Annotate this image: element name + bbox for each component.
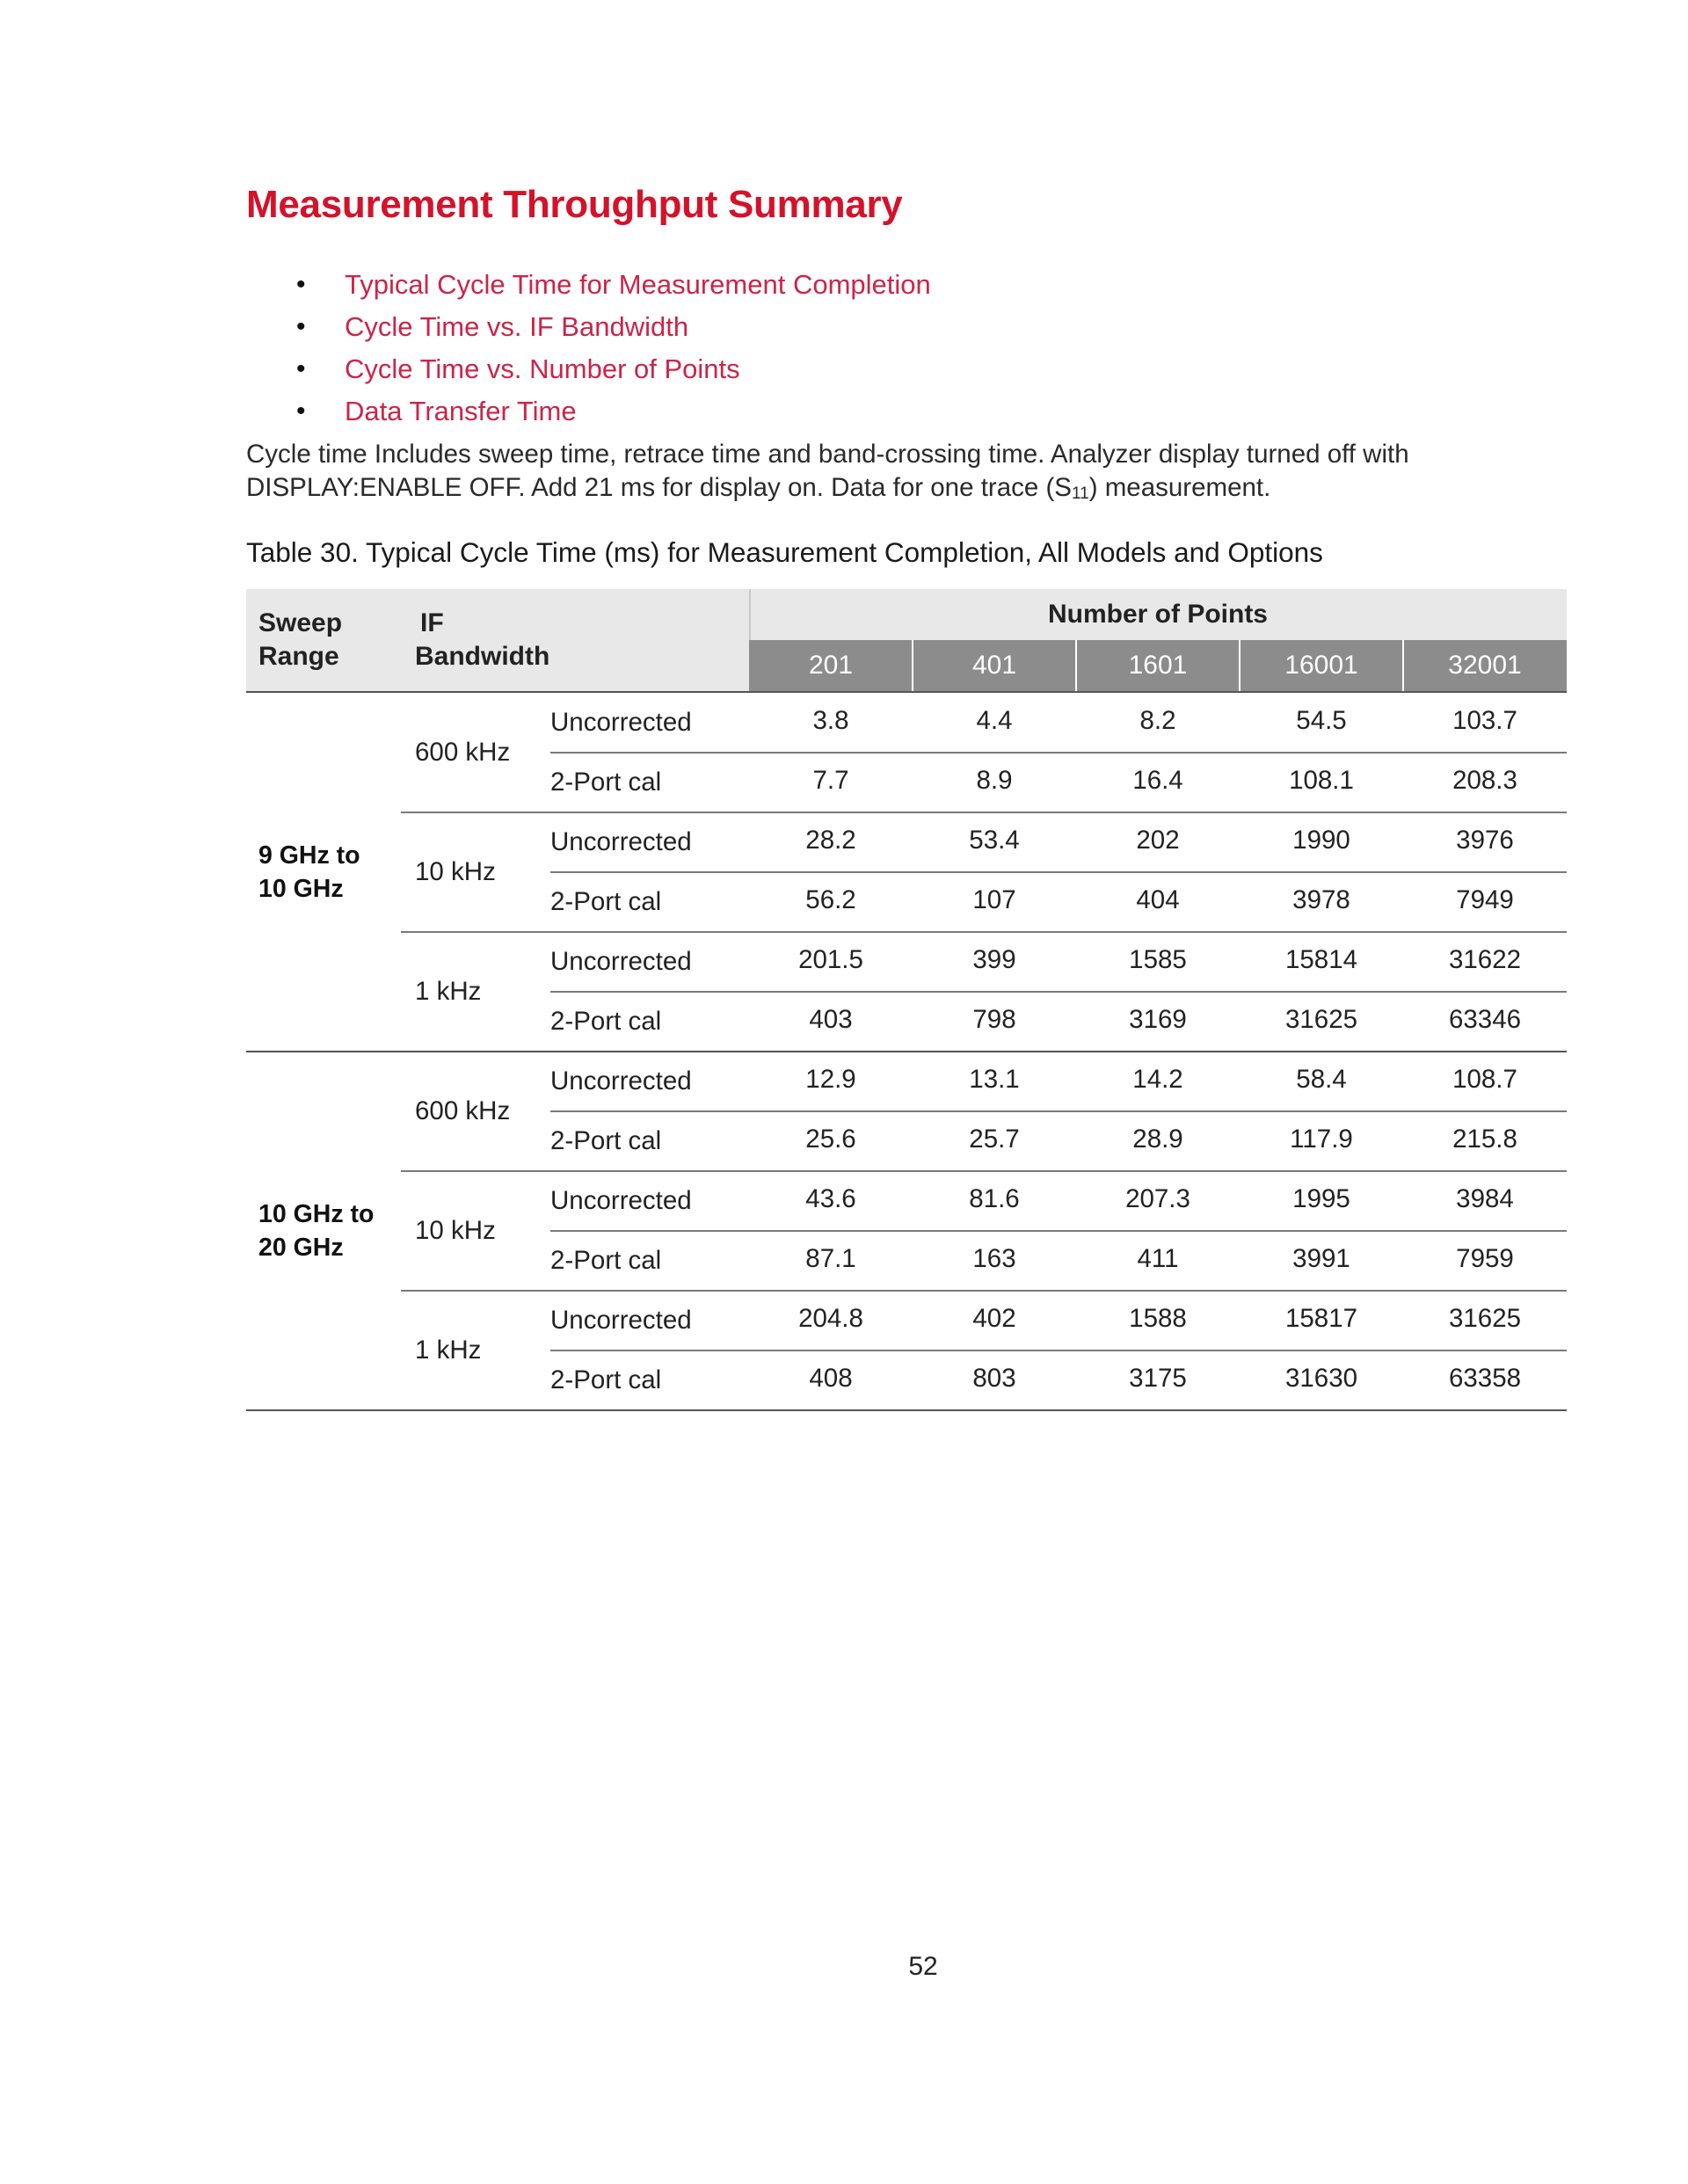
- table-cell-value: 28.2: [805, 826, 856, 855]
- table-cell-value: 81.6: [969, 1184, 1020, 1213]
- header-sweep-line-1: Sweep: [258, 608, 343, 637]
- header-number-of-points: Number of Points: [1047, 600, 1268, 629]
- header-divider: [749, 589, 751, 640]
- correction-mode-label: Uncorrected: [550, 1186, 692, 1215]
- table-cell-value: 63358: [1448, 1364, 1522, 1393]
- correction-mode-label: 2-Port cal: [550, 768, 662, 797]
- if-bandwidth-label: 1 kHz: [415, 977, 482, 1006]
- header-sweep-range: [258, 607, 399, 673]
- table-cell-value: 411: [1137, 1244, 1179, 1273]
- header-points-201: 201: [749, 640, 913, 691]
- toc-list: [246, 264, 931, 433]
- table-cell-value: 53.4: [969, 826, 1020, 855]
- sweep-range-sweep-line1: 10 GHz to: [258, 1200, 375, 1228]
- toc-link-data-transfer-time[interactable]: Data Transfer Time: [345, 396, 577, 426]
- sweep-range-label: [258, 693, 399, 1052]
- table-cell-value: 204.8: [798, 1304, 863, 1333]
- cycle-time-table: [246, 589, 1567, 1410]
- table-cell-value: 1588: [1129, 1304, 1187, 1333]
- page-number: 52: [908, 1952, 938, 1981]
- header-sweep-line-2: Range: [258, 642, 339, 671]
- correction-mode-label: 2-Port cal: [550, 887, 662, 916]
- correction-mode-label: 2-Port cal: [550, 1007, 662, 1036]
- correction-mode-label: Uncorrected: [550, 947, 692, 976]
- table-cell-value: 4.4: [976, 706, 1013, 735]
- sweep-range-sweep-line2: 20 GHz: [258, 1234, 344, 1262]
- table-cell-value: 117.9: [1290, 1125, 1353, 1154]
- toc-link-typical-cycle-time[interactable]: Typical Cycle Time for Measurement Completion: [345, 269, 931, 300]
- table-cell-value: 25.6: [805, 1125, 856, 1154]
- table-cell-value: 3984: [1456, 1184, 1514, 1213]
- table-cell-value: 207.3: [1125, 1184, 1190, 1213]
- correction-mode-label: Uncorrected: [550, 1306, 692, 1335]
- toc-item: [246, 348, 931, 390]
- table-caption: Table 30. Typical Cycle Time (ms) for Measurement Completion, All Models and Options: [246, 536, 1323, 568]
- table-cell-value: 3978: [1292, 885, 1350, 914]
- correction-mode-label: Uncorrected: [550, 827, 692, 856]
- points-separator: [1239, 640, 1241, 691]
- header-points-32001: 32001: [1403, 640, 1567, 691]
- table-cell-value: 1990: [1292, 826, 1350, 855]
- table-cell-value: 108.7: [1452, 1065, 1517, 1094]
- table-cell-value: 408: [809, 1364, 853, 1393]
- if-bandwidth-label: 10 kHz: [415, 1216, 496, 1245]
- table-cell-value: 1995: [1292, 1184, 1350, 1213]
- page-title: Measurement Throughput Summary: [246, 183, 903, 226]
- table-cell-value: 163: [972, 1244, 1016, 1273]
- toc-link-cycle-time-vs-if-bandwidth[interactable]: Cycle Time vs. IF Bandwidth: [345, 311, 689, 342]
- table-cell-value: 399: [972, 945, 1016, 974]
- bullet-icon: •: [296, 397, 306, 426]
- table-cell-value: 201.5: [798, 945, 863, 974]
- table-cell-value: 8.2: [1139, 706, 1176, 735]
- bullet-icon: •: [296, 270, 306, 299]
- if-bandwidth-label: 600 kHz: [415, 738, 511, 767]
- sweep-range-label: [258, 1052, 399, 1410]
- header-if-line-2: Bandwidth: [415, 642, 550, 671]
- correction-mode-label: Uncorrected: [550, 708, 692, 737]
- table-cell-value: 402: [972, 1304, 1016, 1333]
- table-cell-value: 28.9: [1132, 1125, 1183, 1154]
- bullet-icon: •: [296, 312, 306, 341]
- if-bandwidth-label: 1 kHz: [415, 1336, 482, 1365]
- table-cell-value: 54.5: [1296, 706, 1347, 735]
- table-cell-value: 3991: [1292, 1244, 1350, 1273]
- intro-line-1: Cycle time Includes sweep time, retrace time and band-crossing time. Analyzer display turned off with: [246, 440, 1409, 469]
- table-cell-value: 25.7: [969, 1125, 1020, 1154]
- table-cell-value: 108.1: [1289, 766, 1354, 795]
- bullet-icon: •: [296, 354, 306, 383]
- table-cell-value: 403: [809, 1005, 853, 1034]
- table-cell-value: 14.2: [1132, 1065, 1183, 1094]
- table-cell-value: 12.9: [805, 1065, 856, 1094]
- table-cell-value: 215.8: [1452, 1125, 1517, 1154]
- intro-line-2-post: ) measurement.: [1088, 473, 1271, 502]
- table-cell-value: 798: [972, 1005, 1016, 1034]
- table-cell-value: 803: [972, 1364, 1016, 1393]
- toc-link-cycle-time-vs-points[interactable]: Cycle Time vs. Number of Points: [345, 353, 740, 384]
- group-rule: [246, 1409, 1567, 1411]
- table-cell-value: 103.7: [1452, 706, 1517, 735]
- table-cell-value: 87.1: [805, 1244, 856, 1273]
- intro-line-2-pre: DISPLAY:ENABLE OFF. Add 21 ms for display on. Data for one trace (S: [246, 473, 1072, 502]
- correction-mode-label: 2-Port cal: [550, 1126, 662, 1155]
- points-separator: [912, 640, 913, 691]
- points-separator: [1075, 640, 1077, 691]
- table-cell-value: 58.4: [1296, 1065, 1347, 1094]
- table-cell-value: 208.3: [1452, 766, 1517, 795]
- table-cell-value: 3976: [1456, 826, 1514, 855]
- if-bandwidth-label: 600 kHz: [415, 1096, 511, 1125]
- correction-mode-label: 2-Port cal: [550, 1365, 662, 1394]
- correction-mode-label: 2-Port cal: [550, 1246, 662, 1275]
- table-cell-value: 8.9: [976, 766, 1013, 795]
- table-cell-value: 3169: [1129, 1005, 1187, 1034]
- table-cell-value: 202: [1136, 826, 1180, 855]
- table-cell-value: 63346: [1448, 1005, 1522, 1034]
- toc-item: [246, 264, 931, 306]
- table-cell-value: 31622: [1448, 945, 1522, 974]
- table-cell-value: 7959: [1456, 1244, 1514, 1273]
- points-separator: [1402, 640, 1404, 691]
- toc-item: [246, 306, 931, 348]
- table-cell-value: 15817: [1284, 1304, 1358, 1333]
- table-cell-value: 107: [972, 885, 1016, 914]
- table-cell-value: 56.2: [805, 885, 856, 914]
- table-cell-value: 15814: [1284, 945, 1358, 974]
- table-cell-value: 7949: [1456, 885, 1514, 914]
- table-cell-value: 31630: [1284, 1364, 1358, 1393]
- header-points-1601: 1601: [1076, 640, 1240, 691]
- table-cell-value: 31625: [1448, 1304, 1522, 1333]
- intro-subscript: 11: [1071, 484, 1089, 503]
- sweep-range-sweep-line1: 9 GHz to: [258, 841, 360, 870]
- table-cell-value: 31625: [1284, 1005, 1358, 1034]
- if-bandwidth-label: 10 kHz: [415, 857, 496, 886]
- table-cell-value: 3175: [1129, 1364, 1187, 1393]
- table-cell-value: 13.1: [969, 1065, 1020, 1094]
- header-points-16001: 16001: [1240, 640, 1403, 691]
- table-cell-value: 404: [1136, 885, 1180, 914]
- intro-paragraph: [246, 438, 1565, 511]
- table-cell-value: 43.6: [805, 1184, 856, 1213]
- table-cell-value: 16.4: [1132, 766, 1183, 795]
- table-cell-value: 7.7: [812, 766, 849, 795]
- header-if-bandwidth: [415, 607, 591, 673]
- sweep-range-sweep-line2: 10 GHz: [258, 875, 344, 903]
- toc-item: [246, 390, 931, 433]
- table-cell-value: 1585: [1129, 945, 1187, 974]
- header-points-401: 401: [913, 640, 1076, 691]
- table-cell-value: 3.8: [812, 706, 849, 735]
- header-if-line-1: IF: [420, 608, 444, 637]
- correction-mode-label: Uncorrected: [550, 1067, 692, 1096]
